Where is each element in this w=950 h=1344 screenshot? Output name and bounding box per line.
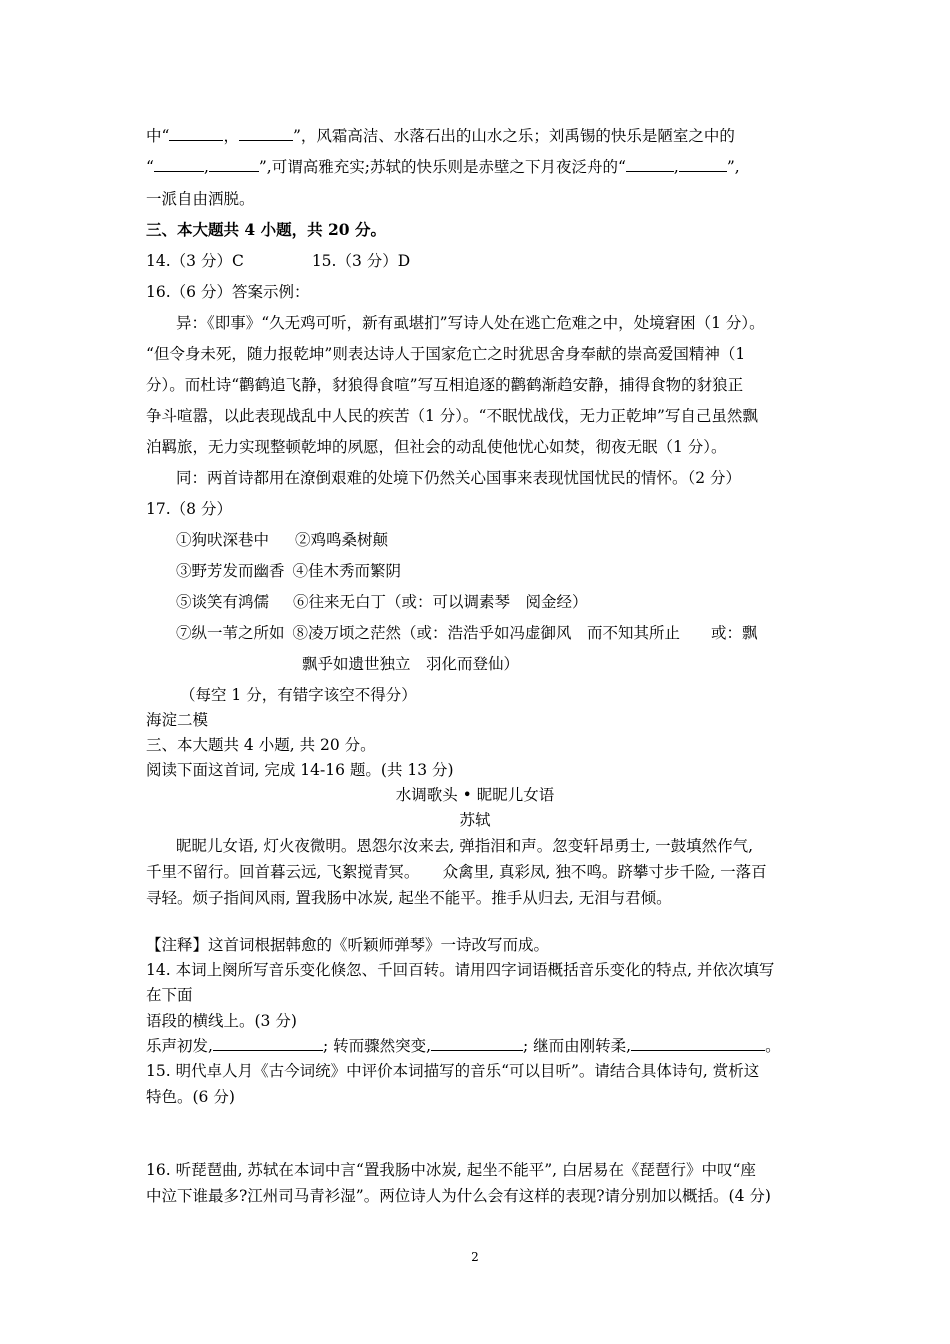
answer-item: ①狗吠深巷中	[176, 531, 270, 549]
answer-blank	[431, 1036, 523, 1051]
answer-item: ⑥往来无白丁（或：可以调素琴 阅金经）	[293, 593, 588, 611]
section-heading: 三、本大题共 4 小题, 共 20 分。	[146, 736, 376, 754]
answer-row	[176, 530, 388, 550]
answer-blank	[626, 157, 674, 172]
text-span: 乐声初发,	[146, 1037, 213, 1055]
paragraph-line: 争斗喧嚣，以此表现战乱中人民的疾苦（1 分）。“不眠忧战伐，无力正乾坤”写自己虽然飘	[146, 407, 758, 425]
answer-blank	[631, 1036, 765, 1051]
text-span: ”,	[726, 158, 740, 176]
answer-item: ⑦纵一苇之所如	[176, 624, 285, 642]
poem-author: 苏轼	[459, 811, 491, 829]
instruction-line: 阅读下面这首词, 完成 14-16 题。(共 13 分)	[146, 761, 454, 779]
text-span: ,	[673, 158, 679, 176]
text-line	[146, 126, 735, 146]
poem-line: 寻轻。烦子指间风雨, 置我肠中冰炭, 起坐不能平。推手从归去, 无泪与君倾。	[146, 889, 672, 907]
answer-row	[176, 561, 401, 581]
answer-line	[146, 251, 410, 271]
poem-line: 昵昵儿女语, 灯火夜微明。恩怨尔汝来去, 弹指泪和声。忽变轩昂勇士, 一鼓填然作气,	[176, 837, 753, 855]
answer-blank	[169, 126, 223, 141]
answer-item: ⑧凌万顷之茫然（或：浩浩乎如冯虚御风 而不知其所止 或：飘	[292, 624, 758, 642]
text-span: ，	[223, 127, 239, 145]
text-line: 一派自由洒脱。	[146, 190, 255, 208]
text-span: ; 转而骤然突变,	[322, 1037, 432, 1055]
text-span: ; 继而由刚转柔,	[523, 1037, 632, 1055]
answer-q17-heading: 17.（8 分）	[146, 500, 232, 518]
text-span: “	[146, 158, 154, 176]
paragraph-line: 泊羁旅，无力实现整顿乾坤的夙愿，但社会的动乱使他忧心如焚，彻夜无眠（1 分）。	[146, 438, 727, 456]
text-span: ,	[203, 158, 209, 176]
answer-blank	[213, 1036, 323, 1051]
answer-item: ④佳木秀而繁阴	[292, 562, 402, 580]
text-span: 中“	[146, 127, 170, 145]
section-heading: 三、本大题共 4 小题，共 20 分。	[146, 220, 386, 239]
answer-item: ③野芳发而幽香	[176, 562, 285, 580]
annotation-note: 【注释】这首词根据韩愈的《听颖师弹琴》一诗改写而成。	[146, 936, 550, 954]
question-line: 15. 明代卓人月《古今词统》中评价本词描写的音乐“可以目听”。请结合具体诗句, 赏析这	[146, 1062, 760, 1080]
text-span: 。	[765, 1037, 781, 1055]
question-line: 中泣下谁最多?江州司马青衫湿”。两位诗人为什么会有这样的表现?请分别加以概括。(4 分)	[146, 1187, 771, 1205]
poem-line: 千里不留行。回首暮云远, 飞絮搅青冥。 众禽里, 真彩凤, 独不鸣。跻攀寸步千险, 一落百	[146, 863, 767, 881]
page-number: 2	[471, 1250, 479, 1264]
paragraph-line: 同：两首诗都用在潦倒艰难的处境下仍然关心国事来表现忧国忧民的情怀。（2 分）	[176, 469, 742, 487]
answer-blank	[209, 157, 259, 172]
paragraph-line: 分）。而杜诗“鹳鹤追飞静，豺狼得食喧”写互相追逐的鹳鹤渐趋安静，捕得食物的豺狼正	[146, 376, 744, 394]
text-line	[146, 157, 740, 177]
answer-q15: 15.（3 分）D	[311, 252, 411, 270]
text-span: ”,可谓高雅充实;苏轼的快乐则是赤壁之下月夜泛舟的“	[258, 158, 626, 176]
scoring-note: （每空 1 分，有错字该空不得分）	[180, 686, 417, 704]
question-line: 16. 听琵琶曲, 苏轼在本词中言“置我肠中冰炭, 起坐不能平”, 白居易在《琵琶行》中叹“座	[146, 1161, 756, 1179]
question-line: 语段的横线上。(3 分)	[146, 1012, 297, 1030]
poem-title: 水调歌头 • 昵昵儿女语	[395, 786, 555, 804]
question-line: 特色。(6 分)	[146, 1088, 235, 1106]
answer-blank	[154, 157, 204, 172]
answer-blank	[239, 126, 293, 141]
answer-item: ②鸡鸣桑树颠	[295, 531, 389, 549]
answer-row	[176, 623, 758, 643]
answer-row: 飘乎如遗世独立 羽化而登仙）	[302, 655, 520, 673]
answer-blank	[679, 157, 727, 172]
answer-row	[176, 592, 588, 612]
fill-in-line	[146, 1036, 781, 1056]
section-heading: 海淀二模	[146, 711, 209, 729]
answer-q14: 14.（3 分）C	[146, 252, 244, 270]
paragraph-line: 异：《即事》“久无鸡可听，新有虱堪扪”写诗人处在逃亡危难之中，处境窘困（1 分）。	[176, 314, 765, 332]
paragraph-line: “但令身未死，随力报乾坤”则表达诗人于国家危亡之时犹思舍身奉献的崇高爱国精神（1	[146, 345, 746, 363]
answer-q16-heading: 16.（6 分）答案示例：	[146, 283, 310, 301]
question-line: 在下面	[146, 986, 193, 1004]
text-span: ”，风霜高洁、水落石出的山水之乐；刘禹锡的快乐是陋室之中的	[292, 127, 735, 145]
answer-item: ⑤谈笑有鸿儒	[176, 593, 270, 611]
question-line: 14. 本词上阕所写音乐变化倏忽、千回百转。请用四字词语概括音乐变化的特点, 并依次填写	[146, 961, 775, 979]
